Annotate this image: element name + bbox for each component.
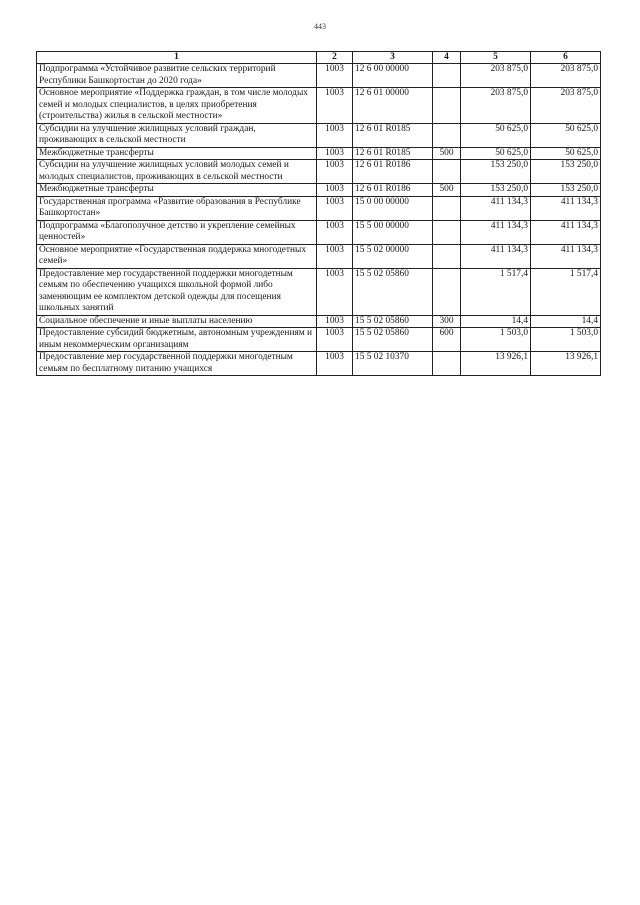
- row-name: Субсидии на улучшение жилищных условий граждан, проживающих в сельской местности: [37, 123, 317, 147]
- row-value-6: 153 250,0: [531, 160, 601, 184]
- table-row: [37, 244, 601, 268]
- row-target-code: 12 6 00 00000: [353, 64, 433, 88]
- table-row: [37, 88, 601, 124]
- row-target-code: 15 5 02 05860: [353, 268, 433, 315]
- row-name: Субсидии на улучшение жилищных условий молодых семей и молодых специалистов, проживающих в сельской местности: [37, 160, 317, 184]
- row-target-code: 12 6 01 00000: [353, 88, 433, 124]
- row-name: Основное мероприятие «Государственная поддержка многодетных семей»: [37, 244, 317, 268]
- row-section-code: 1003: [317, 244, 353, 268]
- row-name: Предоставление субсидий бюджетным, автономным учреждениям и иным некоммерческим организациям: [37, 328, 317, 352]
- row-value-5: 153 250,0: [461, 160, 531, 184]
- row-value-6: 411 134,3: [531, 196, 601, 220]
- row-value-6: 411 134,3: [531, 220, 601, 244]
- table-row: [37, 328, 601, 352]
- row-value-5: 203 875,0: [461, 88, 531, 124]
- row-target-code: 15 5 02 05860: [353, 315, 433, 328]
- table-row: [37, 184, 601, 197]
- row-section-code: 1003: [317, 315, 353, 328]
- row-value-6: 153 250,0: [531, 184, 601, 197]
- row-name: Подпрограмма «Устойчивое развитие сельских территорий Республики Башкортостан до 2020 года»: [37, 64, 317, 88]
- row-name: Предоставление мер государственной поддержки многодетным семьям по бесплатному питанию учащихся: [37, 352, 317, 376]
- row-expense-type: [433, 268, 461, 315]
- row-value-6: 411 134,3: [531, 244, 601, 268]
- budget-table: [36, 51, 601, 376]
- row-section-code: 1003: [317, 196, 353, 220]
- row-value-5: 1 517,4: [461, 268, 531, 315]
- row-section-code: 1003: [317, 352, 353, 376]
- row-expense-type: [433, 123, 461, 147]
- row-value-5: 411 134,3: [461, 220, 531, 244]
- row-section-code: 1003: [317, 184, 353, 197]
- row-target-code: 12 6 01 R0185: [353, 147, 433, 160]
- column-header-2: 2: [317, 52, 353, 64]
- row-expense-type: [433, 64, 461, 88]
- row-value-5: 411 134,3: [461, 244, 531, 268]
- row-expense-type: 500: [433, 184, 461, 197]
- table-row: [37, 220, 601, 244]
- table-row: [37, 64, 601, 88]
- row-value-5: 50 625,0: [461, 123, 531, 147]
- row-name: Подпрограмма «Благополучное детство и укрепление семейных ценностей»: [37, 220, 317, 244]
- row-section-code: 1003: [317, 328, 353, 352]
- table-row: [37, 160, 601, 184]
- row-name: Основное мероприятие «Поддержка граждан, в том числе молодых семей и молодых специалистов, в целях приобретения (строительства) жилья в сельской местности»: [37, 88, 317, 124]
- row-target-code: 15 5 02 00000: [353, 244, 433, 268]
- table-row: [37, 147, 601, 160]
- row-expense-type: [433, 196, 461, 220]
- row-expense-type: [433, 160, 461, 184]
- row-target-code: 15 5 02 10370: [353, 352, 433, 376]
- row-name: Социальное обеспечение и иные выплаты населению: [37, 315, 317, 328]
- row-value-6: 203 875,0: [531, 64, 601, 88]
- column-header-4: 4: [433, 52, 461, 64]
- row-section-code: 1003: [317, 64, 353, 88]
- row-section-code: 1003: [317, 147, 353, 160]
- row-value-6: 50 625,0: [531, 147, 601, 160]
- row-expense-type: 500: [433, 147, 461, 160]
- column-header-5: 5: [461, 52, 531, 64]
- row-value-5: 1 503,0: [461, 328, 531, 352]
- row-value-5: 153 250,0: [461, 184, 531, 197]
- row-name: Государственная программа «Развитие образования в Республике Башкортостан»: [37, 196, 317, 220]
- table-row: [37, 196, 601, 220]
- row-value-6: 14,4: [531, 315, 601, 328]
- row-target-code: 12 6 01 R0186: [353, 184, 433, 197]
- row-value-5: 203 875,0: [461, 64, 531, 88]
- row-expense-type: [433, 88, 461, 124]
- table-row: [37, 268, 601, 315]
- row-value-5: 411 134,3: [461, 196, 531, 220]
- row-target-code: 15 5 00 00000: [353, 220, 433, 244]
- row-value-6: 1 503,0: [531, 328, 601, 352]
- table-row: [37, 123, 601, 147]
- row-section-code: 1003: [317, 268, 353, 315]
- row-value-5: 50 625,0: [461, 147, 531, 160]
- row-name: Межбюджетные трансферты: [37, 147, 317, 160]
- row-expense-type: [433, 220, 461, 244]
- row-value-5: 14,4: [461, 315, 531, 328]
- row-section-code: 1003: [317, 160, 353, 184]
- row-value-6: 50 625,0: [531, 123, 601, 147]
- row-value-5: 13 926,1: [461, 352, 531, 376]
- row-value-6: 1 517,4: [531, 268, 601, 315]
- row-target-code: 15 0 00 00000: [353, 196, 433, 220]
- row-expense-type: 300: [433, 315, 461, 328]
- row-expense-type: [433, 352, 461, 376]
- table-header-row: [37, 52, 601, 64]
- row-expense-type: [433, 244, 461, 268]
- page-number: 443: [314, 22, 326, 31]
- table-row: [37, 352, 601, 376]
- row-section-code: 1003: [317, 220, 353, 244]
- column-header-6: 6: [531, 52, 601, 64]
- row-target-code: 15 5 02 05860: [353, 328, 433, 352]
- row-target-code: 12 6 01 R0186: [353, 160, 433, 184]
- row-section-code: 1003: [317, 123, 353, 147]
- column-header-3: 3: [353, 52, 433, 64]
- row-section-code: 1003: [317, 88, 353, 124]
- row-value-6: 13 926,1: [531, 352, 601, 376]
- row-expense-type: 600: [433, 328, 461, 352]
- column-header-1: 1: [37, 52, 317, 64]
- row-name: Межбюджетные трансферты: [37, 184, 317, 197]
- row-target-code: 12 6 01 R0185: [353, 123, 433, 147]
- row-value-6: 203 875,0: [531, 88, 601, 124]
- row-name: Предоставление мер государственной поддержки многодетным семьям по обеспечению учащихся школьной формой либо заменяющим ее комплектом детской одежды для посещения школьных занятий: [37, 268, 317, 315]
- table-row: [37, 315, 601, 328]
